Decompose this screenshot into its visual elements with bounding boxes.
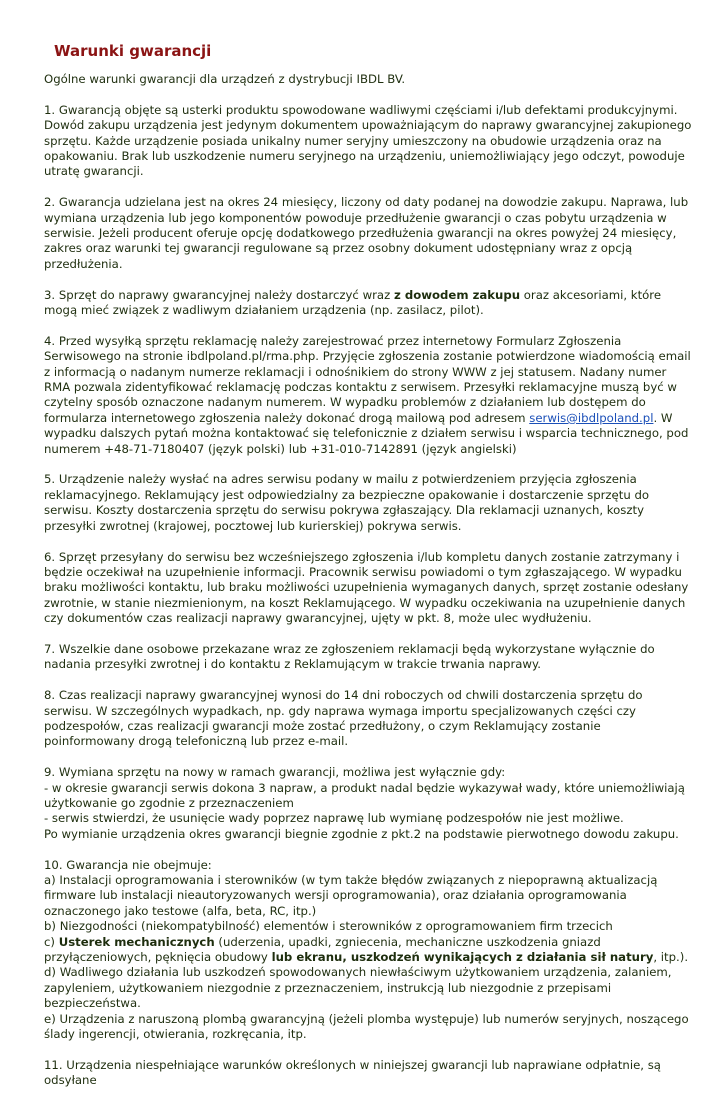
item-c-bold-1: Usterek mechanicznych bbox=[58, 934, 215, 949]
paragraph-3-text-c: oraz akcesoriami, które mogą mieć związek z wadliwym działaniem urządzenia (np. zasilacz, pilot). bbox=[44, 287, 662, 318]
service-email-link[interactable]: serwis@ibdlpoland.pl bbox=[529, 410, 654, 425]
paragraph-10-item-d: d) Wadliwego działania lub uszkodzeń spowodowanych niewłaściwym użytkowaniem urządzenia, zalaniem, zapyleniem, użytkowaniem niezgodnie z przeznaczeniem, instrukcją lub niezgodnie z przepisami bezpieczeństwa. bbox=[44, 965, 672, 1011]
paragraph-9-item-2: - serwis stwierdzi, że usunięcie wady poprzez naprawę lub wymianę podzespołów nie jest możliwe. bbox=[44, 811, 624, 826]
paragraph-7: 7. Wszelkie dane osobowe przekazane wraz ze zgłoszeniem reklamacji będą wykorzystane wyłącznie do nadania przesyłki zwrotnej i do kontaktu z Reklamującym w trakcie trwania naprawy. bbox=[44, 641, 655, 672]
paragraph-10-item-a: a) Instalacji oprogramowania i sterowników (w tym także błędów związanych z niepoprawną aktualizacją firmware lub instalacji nieautoryzowanych wersji oprogramowania), oraz działania oprogramowania oznaczonego jako testowe (alfa, beta, RC, itp.) bbox=[44, 872, 658, 918]
paragraph-9-head: 9. Wymiana sprzętu na nowy w ramach gwarancji, możliwa jest wyłącznie gdy: bbox=[44, 765, 506, 780]
paragraph-10-item-e: e) Urządzenia z naruszoną plombą gwarancyjną (jeżeli plomba występuje) lub numerów seryjnych, noszącego ślady ingerencji, otwierania, rozkręcania, itp. bbox=[44, 1011, 689, 1042]
intro-paragraph: Ogólne warunki gwarancji dla urządzeń z dystrybucji IBDL BV. bbox=[44, 72, 406, 86]
paragraph-3-text-a: 3. Sprzęt do naprawy gwarancyjnej należy dostarczyć wraz bbox=[44, 287, 394, 302]
paragraph-4-text-a: 4. Przed wysyłką sprzętu reklamację należy zarejestrować przez internetowy Formularz Zgłoszenia Serwisowego na stronie ibdlpoland.pl/rma.php. Przyjęcie zgłoszenia zostanie potwierdzone wiadomością email z informacją o nadanym numerze reklamacji i odnośnikiem do strony WWW z jej statusem. Nadany numer RMA pozwala zidentyfikować reklamację podczas kontaktu z serwisem. Przesyłki reklamacyjne muszą być w czytelny sposób oznaczone nadanym numerem. W wypadku problemów z działaniem lub dostępem do formularza internetowego zgłoszenia należy dokonać drogą mailową pod adresem bbox=[44, 333, 691, 425]
paragraph-9 bbox=[44, 765, 694, 842]
paragraph-4-text-c: . W wypadku dalszych pytań można kontaktować się telefonicznie z działem serwisu i wsparcia technicznego, pod numerem +48-71-7180407 (język polski) lub +31-010-7142891 (język angielski) bbox=[44, 410, 689, 456]
item-c-text: (uderzenia, upadki, zgniecenia, mechaniczne uszkodzenia gniazd przyłączeniowych, pęknięcia obudowy bbox=[44, 934, 601, 964]
item-c-bold-2: lub ekranu, uszkodzeń wynikających z działania sił natury bbox=[271, 950, 654, 964]
item-c-end: , itp.). bbox=[653, 950, 689, 964]
paragraph-2: 2. Gwarancja udzielana jest na okres 24 miesięcy, liczony od daty podanej na dowodzie zakupu. Naprawa, lub wymiana urządzenia lub jego komponentów powoduje przedłużenie gwarancji o czas pobytu urządzenia w serwisie. Jeżeli producent oferuje opcję dodatkowego przedłużenia gwarancji na okres powyżej 24 miesięcy, zakres oraz warunki tej gwarancji regulowane są przez osobny dokument udostępniany wraz z opcją przedłużenia. bbox=[44, 195, 689, 271]
page-title: Warunki gwarancji bbox=[54, 42, 212, 60]
paragraph-10-item-b: b) Niezgodności (niekompatybilność) elementów i sterowników z oprogramowaniem firm trzecich bbox=[44, 919, 613, 934]
paragraph-10-head: 10. Gwarancja nie obejmuje: bbox=[44, 857, 212, 872]
paragraph-10 bbox=[44, 858, 694, 1043]
paragraph-6: 6. Sprzęt przesyłany do serwisu bez wcześniejszego zgłoszenia i/lub kompletu danych zostanie zatrzymany i będzie oczekiwał na uzupełnienie informacji. Pracownik serwisu powiadomi o tym zgłaszającego. W wypadku braku możliwości kontaktu, lub braku możliwości uzupełnienia wymaganych danych, sprzęt zostanie odesłany zwrotnie, w stanie niezmienionym, na koszt Reklamującego. W wypadku oczekiwania na uzupełnienie danych czy dokumentów czas realizacji naprawy gwarancyjnej, ujęty w pkt. 8, może ulec wydłużeniu. bbox=[44, 549, 689, 626]
paragraph-1: 1. Gwarancją objęte są usterki produktu spowodowane wadliwymi częściami i/lub defektami produkcyjnymi. Dowód zakupu urządzenia jest jedynym dokumentem upoważniającym do naprawy gwarancyjnej zakupionego sprzętu. Każde urządzenie posiada unikalny numer seryjny umieszczony na obudowie urządzenia oraz na opakowaniu. Brak lub uszkodzenie numeru seryjnego na urządzeniu, uniemożliwiający jego odczyt, powoduje utratę gwarancji. bbox=[44, 102, 692, 179]
paragraph-3-bold: z dowodem zakupu bbox=[393, 287, 521, 302]
paragraph-9-item-1: - w okresie gwarancji serwis dokona 3 napraw, a produkt nadal będzie wykazywał wady, które uniemożliwiają użytkowanie go zgodnie z przeznaczeniem bbox=[44, 780, 685, 810]
paragraph-8: 8. Czas realizacji naprawy gwarancyjnej wynosi do 14 dni roboczych od chwili dostarczenia sprzętu do serwisu. W szczególnych wypadkach, np. gdy naprawa wymaga importu specjalizowanych części czy podzespołów, czas realizacji gwarancji może zostać przedłużony, o czym Reklamujący zostanie poinformowany drogą telefoniczną lub przez e-mail. bbox=[44, 688, 643, 749]
paragraph-4 bbox=[44, 334, 694, 457]
paragraph-5: 5. Urządzenie należy wysłać na adres serwisu podany w mailu z potwierdzeniem przyjęcia zgłoszenia reklamacyjnego. Reklamujący jest odpowiedzialny za bezpieczne opakowanie i dostarczenie sprzętu do serwisu. Koszty dostarczenia sprzętu do serwisu pokrywa zgłaszający. Dla reklamacji uznanych, koszty przesyłki zwrotnej (krajowej, pocztowej lub kurierskiej) pokrywa serwis. bbox=[44, 472, 650, 533]
item-c-prefix: c) bbox=[44, 934, 59, 949]
paragraph-11: 11. Urządzenia niespełniające warunków określonych w niniejszej gwarancji lub naprawiane odpłatnie, są odsyłane bbox=[44, 1057, 661, 1088]
paragraph-10-item-c bbox=[44, 935, 694, 966]
paragraph-9-tail: Po wymianie urządzenia okres gwarancji biegnie zgodnie z pkt.2 na podstawie pierwotnego dowodu zakupu. bbox=[44, 826, 679, 841]
paragraph-3 bbox=[44, 288, 694, 319]
document-body bbox=[44, 72, 694, 1104]
